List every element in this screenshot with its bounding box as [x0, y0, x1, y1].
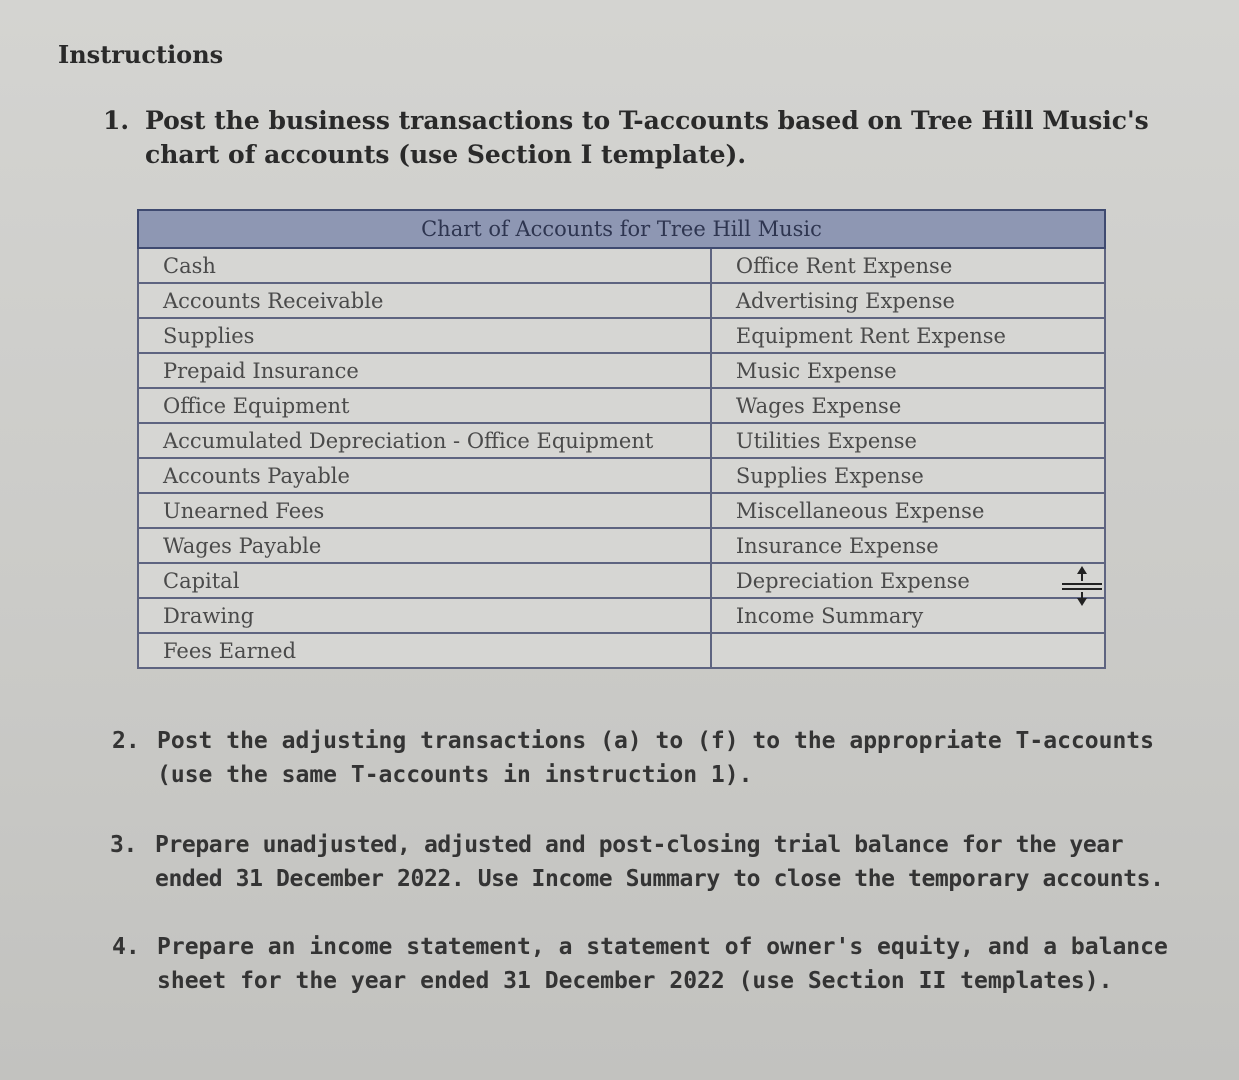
chart-of-accounts-table [137, 209, 1106, 669]
account-name-right: Music Expense [711, 353, 1105, 388]
account-name-left: Capital [138, 563, 711, 598]
account-name-right: Insurance Expense [711, 528, 1105, 563]
account-name-right: Wages Expense [711, 388, 1105, 423]
chart-row [138, 633, 1105, 668]
instruction-number: 4. [112, 934, 140, 960]
chart-row [138, 318, 1105, 353]
account-name-right: Utilities Expense [711, 423, 1105, 458]
account-name-left: Accounts Payable [138, 458, 711, 493]
account-name-right [711, 633, 1105, 668]
account-name-left: Accounts Receivable [138, 283, 711, 318]
account-name-left: Supplies [138, 318, 711, 353]
chart-body [138, 248, 1105, 668]
instruction-text: Prepare unadjusted, adjusted and post-closing trial balance for the year ended 31 December 2022. Use Income Summary to close the temporary accounts. [155, 832, 1164, 892]
chart-row [138, 493, 1105, 528]
chart-row [138, 353, 1105, 388]
instruction-text: Post the business transactions to T-accounts based on Tree Hill Music's chart of accounts (use Section I template). [145, 106, 1149, 169]
account-name-left: Drawing [138, 598, 711, 633]
instruction-item-1 [103, 104, 1203, 172]
instruction-text: Post the adjusting transactions (a) to (f) to the appropriate T-accounts (use the same T-accounts in instruction 1). [157, 728, 1154, 788]
account-name-left: Unearned Fees [138, 493, 711, 528]
chart-row [138, 563, 1105, 598]
account-name-right: Equipment Rent Expense [711, 318, 1105, 353]
account-name-left: Cash [138, 248, 711, 283]
chart-row [138, 598, 1105, 633]
instruction-item-2 [112, 724, 1172, 792]
chart-row [138, 528, 1105, 563]
account-name-left: Fees Earned [138, 633, 711, 668]
chart-row [138, 248, 1105, 283]
account-name-left: Accumulated Depreciation - Office Equipment [138, 423, 711, 458]
table-move-handle[interactable] [1062, 562, 1102, 610]
resize-arrows-icon [1062, 562, 1102, 610]
account-name-right: Miscellaneous Expense [711, 493, 1105, 528]
instruction-number: 3. [110, 832, 137, 858]
instructions-heading: Instructions [58, 40, 224, 69]
chart-row [138, 423, 1105, 458]
account-name-left: Wages Payable [138, 528, 711, 563]
account-name-right: Office Rent Expense [711, 248, 1105, 283]
instruction-item-3 [110, 828, 1180, 896]
instruction-number: 1. [103, 106, 130, 135]
chart-row [138, 458, 1105, 493]
instruction-text: Prepare an income statement, a statement of owner's equity, and a balance sheet for the year ended 31 December 2022 (use Section II templates). [157, 934, 1168, 994]
account-name-right: Supplies Expense [711, 458, 1105, 493]
chart-row [138, 283, 1105, 318]
chart-row [138, 388, 1105, 423]
account-name-left: Prepaid Insurance [138, 353, 711, 388]
instruction-item-4 [112, 930, 1172, 998]
account-name-right: Depreciation Expense [711, 563, 1105, 598]
chart-title: Chart of Accounts for Tree Hill Music [138, 210, 1105, 248]
account-name-left: Office Equipment [138, 388, 711, 423]
account-name-right: Advertising Expense [711, 283, 1105, 318]
account-name-right: Income Summary [711, 598, 1105, 633]
instruction-number: 2. [112, 728, 140, 754]
